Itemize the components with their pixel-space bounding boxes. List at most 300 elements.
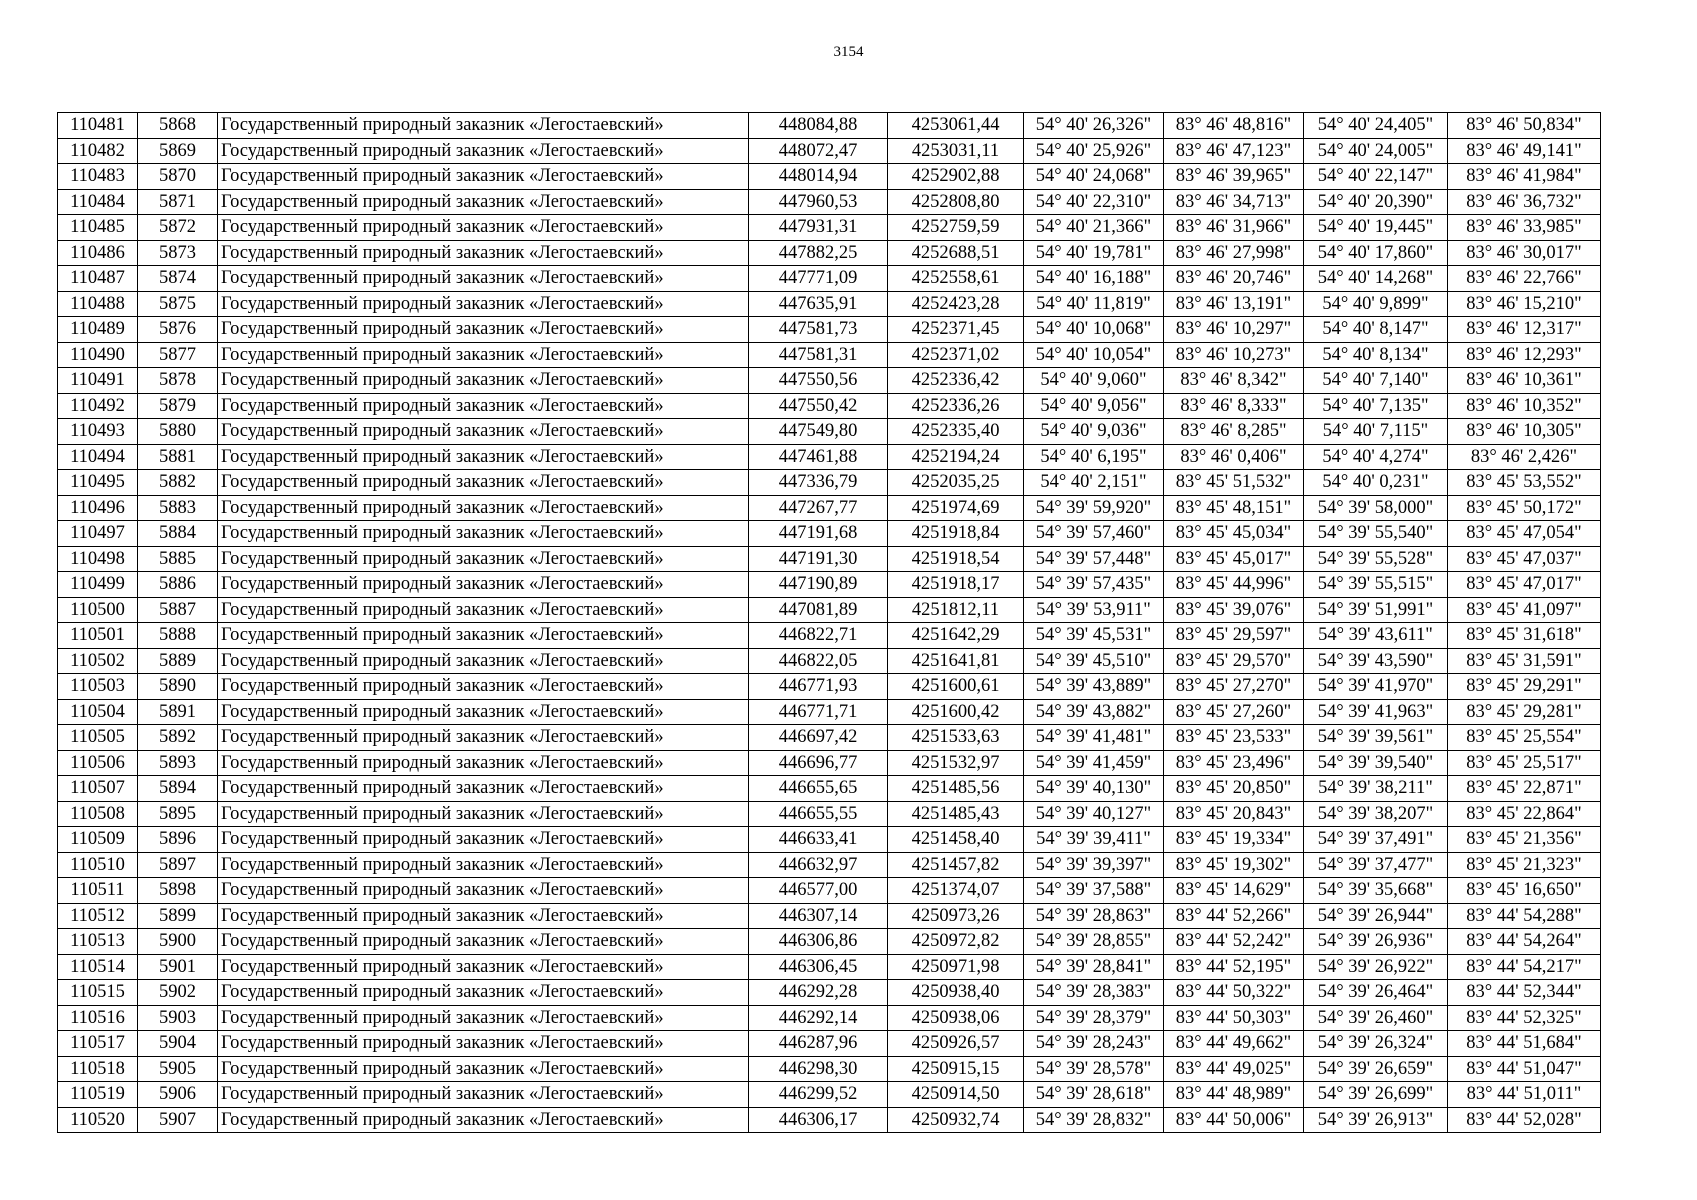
reserve-name-cell: Государственный природный заказник «Легостаевский» <box>218 291 749 317</box>
coord-y-cell: 4251458,40 <box>888 827 1024 853</box>
longitude-2-cell: 83° 46' 22,766" <box>1448 266 1601 292</box>
coord-x-cell: 447635,91 <box>749 291 888 317</box>
coord-y-cell: 4251532,97 <box>888 750 1024 776</box>
point-number-cell: 5886 <box>138 572 218 598</box>
latitude-2-cell: 54° 40' 22,147" <box>1304 164 1448 190</box>
longitude-1-cell: 83° 46' 31,966" <box>1164 215 1304 241</box>
reserve-name-cell: Государственный природный заказник «Легостаевский» <box>218 954 749 980</box>
reserve-name-cell: Государственный природный заказник «Легостаевский» <box>218 572 749 598</box>
latitude-2-cell: 54° 40' 24,405" <box>1304 113 1448 139</box>
latitude-1-cell: 54° 39' 45,510" <box>1024 648 1164 674</box>
table-row <box>58 801 1601 827</box>
latitude-2-cell: 54° 40' 0,231" <box>1304 470 1448 496</box>
table-row <box>58 699 1601 725</box>
reserve-name-cell: Государственный природный заказник «Легостаевский» <box>218 878 749 904</box>
longitude-1-cell: 83° 46' 47,123" <box>1164 138 1304 164</box>
latitude-2-cell: 54° 40' 7,140" <box>1304 368 1448 394</box>
row-id-cell: 110486 <box>58 240 138 266</box>
latitude-1-cell: 54° 39' 28,618" <box>1024 1082 1164 1108</box>
table-body <box>58 113 1601 1133</box>
point-number-cell: 5875 <box>138 291 218 317</box>
row-id-cell: 110500 <box>58 597 138 623</box>
coord-x-cell: 446822,71 <box>749 623 888 649</box>
coord-x-cell: 447550,42 <box>749 393 888 419</box>
coord-y-cell: 4250938,40 <box>888 980 1024 1006</box>
latitude-2-cell: 54° 39' 37,477" <box>1304 852 1448 878</box>
point-number-cell: 5898 <box>138 878 218 904</box>
reserve-name-cell: Государственный природный заказник «Легостаевский» <box>218 419 749 445</box>
longitude-1-cell: 83° 44' 48,989" <box>1164 1082 1304 1108</box>
latitude-2-cell: 54° 39' 26,699" <box>1304 1082 1448 1108</box>
row-id-cell: 110492 <box>58 393 138 419</box>
row-id-cell: 110491 <box>58 368 138 394</box>
latitude-2-cell: 54° 39' 51,991" <box>1304 597 1448 623</box>
table-row <box>58 750 1601 776</box>
reserve-name-cell: Государственный природный заказник «Легостаевский» <box>218 266 749 292</box>
point-number-cell: 5885 <box>138 546 218 572</box>
latitude-1-cell: 54° 40' 9,036" <box>1024 419 1164 445</box>
coord-y-cell: 4250926,57 <box>888 1031 1024 1057</box>
reserve-name-cell: Государственный природный заказник «Легостаевский» <box>218 1056 749 1082</box>
coord-x-cell: 446771,93 <box>749 674 888 700</box>
coord-x-cell: 447931,31 <box>749 215 888 241</box>
coord-y-cell: 4252688,51 <box>888 240 1024 266</box>
coord-y-cell: 4251918,54 <box>888 546 1024 572</box>
coord-x-cell: 447190,89 <box>749 572 888 598</box>
coord-x-cell: 446287,96 <box>749 1031 888 1057</box>
longitude-1-cell: 83° 45' 23,496" <box>1164 750 1304 776</box>
longitude-2-cell: 83° 44' 52,325" <box>1448 1005 1601 1031</box>
latitude-1-cell: 54° 40' 9,060" <box>1024 368 1164 394</box>
table-row <box>58 674 1601 700</box>
point-number-cell: 5892 <box>138 725 218 751</box>
longitude-1-cell: 83° 45' 29,570" <box>1164 648 1304 674</box>
longitude-1-cell: 83° 44' 52,195" <box>1164 954 1304 980</box>
latitude-1-cell: 54° 39' 28,578" <box>1024 1056 1164 1082</box>
coord-y-cell: 4253061,44 <box>888 113 1024 139</box>
coord-x-cell: 446306,17 <box>749 1107 888 1133</box>
longitude-2-cell: 83° 46' 12,293" <box>1448 342 1601 368</box>
coord-y-cell: 4250932,74 <box>888 1107 1024 1133</box>
longitude-2-cell: 83° 44' 54,264" <box>1448 929 1601 955</box>
point-number-cell: 5902 <box>138 980 218 1006</box>
row-id-cell: 110517 <box>58 1031 138 1057</box>
longitude-1-cell: 83° 44' 50,006" <box>1164 1107 1304 1133</box>
table-row <box>58 572 1601 598</box>
row-id-cell: 110519 <box>58 1082 138 1108</box>
point-number-cell: 5888 <box>138 623 218 649</box>
longitude-2-cell: 83° 44' 51,684" <box>1448 1031 1601 1057</box>
latitude-1-cell: 54° 40' 21,366" <box>1024 215 1164 241</box>
longitude-2-cell: 83° 45' 25,517" <box>1448 750 1601 776</box>
point-number-cell: 5877 <box>138 342 218 368</box>
latitude-2-cell: 54° 39' 26,460" <box>1304 1005 1448 1031</box>
coord-x-cell: 447581,73 <box>749 317 888 343</box>
coord-y-cell: 4252336,42 <box>888 368 1024 394</box>
point-number-cell: 5891 <box>138 699 218 725</box>
latitude-1-cell: 54° 39' 57,435" <box>1024 572 1164 598</box>
table-row <box>58 215 1601 241</box>
coord-x-cell: 446307,14 <box>749 903 888 929</box>
coord-x-cell: 447081,89 <box>749 597 888 623</box>
longitude-1-cell: 83° 44' 52,266" <box>1164 903 1304 929</box>
table-row <box>58 113 1601 139</box>
coord-x-cell: 446655,65 <box>749 776 888 802</box>
longitude-1-cell: 83° 45' 19,334" <box>1164 827 1304 853</box>
point-number-cell: 5868 <box>138 113 218 139</box>
longitude-2-cell: 83° 45' 21,323" <box>1448 852 1601 878</box>
longitude-1-cell: 83° 45' 14,629" <box>1164 878 1304 904</box>
latitude-2-cell: 54° 40' 7,135" <box>1304 393 1448 419</box>
latitude-2-cell: 54° 39' 39,540" <box>1304 750 1448 776</box>
row-id-cell: 110506 <box>58 750 138 776</box>
coord-y-cell: 4250914,50 <box>888 1082 1024 1108</box>
table-row <box>58 470 1601 496</box>
row-id-cell: 110496 <box>58 495 138 521</box>
point-number-cell: 5876 <box>138 317 218 343</box>
latitude-1-cell: 54° 40' 16,188" <box>1024 266 1164 292</box>
latitude-2-cell: 54° 39' 39,561" <box>1304 725 1448 751</box>
table-row <box>58 546 1601 572</box>
latitude-2-cell: 54° 39' 26,659" <box>1304 1056 1448 1082</box>
reserve-name-cell: Государственный природный заказник «Легостаевский» <box>218 368 749 394</box>
coord-x-cell: 446298,30 <box>749 1056 888 1082</box>
coord-y-cell: 4251374,07 <box>888 878 1024 904</box>
latitude-2-cell: 54° 40' 19,445" <box>1304 215 1448 241</box>
row-id-cell: 110505 <box>58 725 138 751</box>
longitude-2-cell: 83° 46' 41,984" <box>1448 164 1601 190</box>
latitude-1-cell: 54° 40' 11,819" <box>1024 291 1164 317</box>
longitude-1-cell: 83° 46' 48,816" <box>1164 113 1304 139</box>
table-row <box>58 138 1601 164</box>
longitude-1-cell: 83° 46' 20,746" <box>1164 266 1304 292</box>
row-id-cell: 110502 <box>58 648 138 674</box>
coord-y-cell: 4252808,80 <box>888 189 1024 215</box>
longitude-1-cell: 83° 45' 45,017" <box>1164 546 1304 572</box>
table-row <box>58 1107 1601 1133</box>
latitude-2-cell: 54° 39' 38,211" <box>1304 776 1448 802</box>
longitude-2-cell: 83° 45' 16,650" <box>1448 878 1601 904</box>
reserve-name-cell: Государственный природный заказник «Легостаевский» <box>218 776 749 802</box>
latitude-1-cell: 54° 40' 19,781" <box>1024 240 1164 266</box>
point-number-cell: 5894 <box>138 776 218 802</box>
point-number-cell: 5901 <box>138 954 218 980</box>
row-id-cell: 110511 <box>58 878 138 904</box>
latitude-1-cell: 54° 40' 25,926" <box>1024 138 1164 164</box>
point-number-cell: 5881 <box>138 444 218 470</box>
reserve-name-cell: Государственный природный заказник «Легостаевский» <box>218 1082 749 1108</box>
coord-x-cell: 446633,41 <box>749 827 888 853</box>
longitude-2-cell: 83° 44' 51,011" <box>1448 1082 1601 1108</box>
longitude-2-cell: 83° 46' 36,732" <box>1448 189 1601 215</box>
longitude-2-cell: 83° 45' 53,552" <box>1448 470 1601 496</box>
longitude-2-cell: 83° 45' 47,054" <box>1448 521 1601 547</box>
table-row <box>58 980 1601 1006</box>
reserve-name-cell: Государственный природный заказник «Легостаевский» <box>218 317 749 343</box>
row-id-cell: 110487 <box>58 266 138 292</box>
row-id-cell: 110508 <box>58 801 138 827</box>
table-row <box>58 903 1601 929</box>
latitude-2-cell: 54° 39' 26,922" <box>1304 954 1448 980</box>
longitude-1-cell: 83° 45' 27,260" <box>1164 699 1304 725</box>
coord-x-cell: 448072,47 <box>749 138 888 164</box>
coord-y-cell: 4252558,61 <box>888 266 1024 292</box>
latitude-2-cell: 54° 39' 55,528" <box>1304 546 1448 572</box>
reserve-name-cell: Государственный природный заказник «Легостаевский» <box>218 470 749 496</box>
reserve-name-cell: Государственный природный заказник «Легостаевский» <box>218 827 749 853</box>
latitude-1-cell: 54° 39' 37,588" <box>1024 878 1164 904</box>
latitude-2-cell: 54° 39' 37,491" <box>1304 827 1448 853</box>
latitude-1-cell: 54° 40' 9,056" <box>1024 393 1164 419</box>
latitude-2-cell: 54° 39' 26,464" <box>1304 980 1448 1006</box>
reserve-name-cell: Государственный природный заказник «Легостаевский» <box>218 393 749 419</box>
coord-y-cell: 4252194,24 <box>888 444 1024 470</box>
latitude-1-cell: 54° 40' 10,054" <box>1024 342 1164 368</box>
longitude-2-cell: 83° 45' 22,864" <box>1448 801 1601 827</box>
latitude-2-cell: 54° 39' 26,324" <box>1304 1031 1448 1057</box>
row-id-cell: 110514 <box>58 954 138 980</box>
coord-y-cell: 4251642,29 <box>888 623 1024 649</box>
reserve-name-cell: Государственный природный заказник «Легостаевский» <box>218 521 749 547</box>
coordinates-table <box>57 112 1601 1133</box>
coord-x-cell: 446292,14 <box>749 1005 888 1031</box>
latitude-1-cell: 54° 39' 28,243" <box>1024 1031 1164 1057</box>
table-row <box>58 1082 1601 1108</box>
coord-y-cell: 4251485,56 <box>888 776 1024 802</box>
coord-x-cell: 447461,88 <box>749 444 888 470</box>
table-row <box>58 1031 1601 1057</box>
row-id-cell: 110495 <box>58 470 138 496</box>
coord-x-cell: 447549,80 <box>749 419 888 445</box>
coord-x-cell: 446771,71 <box>749 699 888 725</box>
coord-y-cell: 4252759,59 <box>888 215 1024 241</box>
reserve-name-cell: Государственный природный заказник «Легостаевский» <box>218 164 749 190</box>
point-number-cell: 5903 <box>138 1005 218 1031</box>
longitude-1-cell: 83° 45' 39,076" <box>1164 597 1304 623</box>
latitude-1-cell: 54° 39' 57,448" <box>1024 546 1164 572</box>
latitude-2-cell: 54° 39' 55,515" <box>1304 572 1448 598</box>
latitude-2-cell: 54° 39' 43,611" <box>1304 623 1448 649</box>
reserve-name-cell: Государственный природный заказник «Легостаевский» <box>218 674 749 700</box>
latitude-1-cell: 54° 39' 28,855" <box>1024 929 1164 955</box>
longitude-2-cell: 83° 44' 51,047" <box>1448 1056 1601 1082</box>
table-row <box>58 827 1601 853</box>
latitude-1-cell: 54° 39' 53,911" <box>1024 597 1164 623</box>
latitude-2-cell: 54° 40' 20,390" <box>1304 189 1448 215</box>
latitude-1-cell: 54° 39' 28,832" <box>1024 1107 1164 1133</box>
point-number-cell: 5882 <box>138 470 218 496</box>
coord-y-cell: 4252336,26 <box>888 393 1024 419</box>
coord-y-cell: 4250938,06 <box>888 1005 1024 1031</box>
longitude-2-cell: 83° 44' 54,217" <box>1448 954 1601 980</box>
coord-x-cell: 446299,52 <box>749 1082 888 1108</box>
point-number-cell: 5869 <box>138 138 218 164</box>
point-number-cell: 5870 <box>138 164 218 190</box>
latitude-1-cell: 54° 39' 43,882" <box>1024 699 1164 725</box>
coord-y-cell: 4251533,63 <box>888 725 1024 751</box>
longitude-1-cell: 83° 44' 50,303" <box>1164 1005 1304 1031</box>
row-id-cell: 110493 <box>58 419 138 445</box>
reserve-name-cell: Государственный природный заказник «Легостаевский» <box>218 495 749 521</box>
point-number-cell: 5880 <box>138 419 218 445</box>
longitude-2-cell: 83° 45' 29,291" <box>1448 674 1601 700</box>
table-row <box>58 342 1601 368</box>
longitude-2-cell: 83° 45' 31,591" <box>1448 648 1601 674</box>
latitude-1-cell: 54° 39' 28,383" <box>1024 980 1164 1006</box>
longitude-2-cell: 83° 44' 52,344" <box>1448 980 1601 1006</box>
row-id-cell: 110490 <box>58 342 138 368</box>
latitude-1-cell: 54° 39' 39,397" <box>1024 852 1164 878</box>
longitude-2-cell: 83° 46' 2,426" <box>1448 444 1601 470</box>
longitude-1-cell: 83° 45' 29,597" <box>1164 623 1304 649</box>
latitude-2-cell: 54° 39' 26,944" <box>1304 903 1448 929</box>
coord-y-cell: 4252423,28 <box>888 291 1024 317</box>
point-number-cell: 5904 <box>138 1031 218 1057</box>
row-id-cell: 110483 <box>58 164 138 190</box>
longitude-2-cell: 83° 46' 30,017" <box>1448 240 1601 266</box>
latitude-2-cell: 54° 39' 55,540" <box>1304 521 1448 547</box>
coord-y-cell: 4251812,11 <box>888 597 1024 623</box>
point-number-cell: 5900 <box>138 929 218 955</box>
row-id-cell: 110482 <box>58 138 138 164</box>
point-number-cell: 5889 <box>138 648 218 674</box>
longitude-1-cell: 83° 45' 20,850" <box>1164 776 1304 802</box>
longitude-2-cell: 83° 44' 54,288" <box>1448 903 1601 929</box>
table-row <box>58 266 1601 292</box>
longitude-2-cell: 83° 46' 10,305" <box>1448 419 1601 445</box>
latitude-1-cell: 54° 40' 6,195" <box>1024 444 1164 470</box>
point-number-cell: 5874 <box>138 266 218 292</box>
table-row <box>58 317 1601 343</box>
coord-x-cell: 446306,45 <box>749 954 888 980</box>
coord-y-cell: 4252335,40 <box>888 419 1024 445</box>
coord-x-cell: 446696,77 <box>749 750 888 776</box>
row-id-cell: 110518 <box>58 1056 138 1082</box>
longitude-1-cell: 83° 44' 52,242" <box>1164 929 1304 955</box>
table-row <box>58 878 1601 904</box>
row-id-cell: 110498 <box>58 546 138 572</box>
coord-x-cell: 448014,94 <box>749 164 888 190</box>
row-id-cell: 110516 <box>58 1005 138 1031</box>
latitude-2-cell: 54° 39' 35,668" <box>1304 878 1448 904</box>
latitude-2-cell: 54° 39' 41,963" <box>1304 699 1448 725</box>
point-number-cell: 5883 <box>138 495 218 521</box>
longitude-2-cell: 83° 46' 15,210" <box>1448 291 1601 317</box>
coord-y-cell: 4252371,45 <box>888 317 1024 343</box>
row-id-cell: 110507 <box>58 776 138 802</box>
latitude-2-cell: 54° 40' 17,860" <box>1304 240 1448 266</box>
reserve-name-cell: Государственный природный заказник «Легостаевский» <box>218 801 749 827</box>
row-id-cell: 110515 <box>58 980 138 1006</box>
coord-y-cell: 4252035,25 <box>888 470 1024 496</box>
coord-y-cell: 4251641,81 <box>888 648 1024 674</box>
latitude-1-cell: 54° 39' 41,481" <box>1024 725 1164 751</box>
longitude-1-cell: 83° 46' 8,342" <box>1164 368 1304 394</box>
point-number-cell: 5896 <box>138 827 218 853</box>
latitude-2-cell: 54° 40' 4,274" <box>1304 444 1448 470</box>
latitude-1-cell: 54° 39' 28,841" <box>1024 954 1164 980</box>
point-number-cell: 5873 <box>138 240 218 266</box>
latitude-1-cell: 54° 39' 43,889" <box>1024 674 1164 700</box>
reserve-name-cell: Государственный природный заказник «Легостаевский» <box>218 750 749 776</box>
longitude-1-cell: 83° 46' 8,333" <box>1164 393 1304 419</box>
longitude-1-cell: 83° 45' 27,270" <box>1164 674 1304 700</box>
latitude-2-cell: 54° 39' 26,936" <box>1304 929 1448 955</box>
latitude-1-cell: 54° 40' 22,310" <box>1024 189 1164 215</box>
latitude-1-cell: 54° 40' 10,068" <box>1024 317 1164 343</box>
point-number-cell: 5897 <box>138 852 218 878</box>
table-row <box>58 725 1601 751</box>
table-row <box>58 189 1601 215</box>
longitude-1-cell: 83° 46' 0,406" <box>1164 444 1304 470</box>
coord-x-cell: 446822,05 <box>749 648 888 674</box>
coord-x-cell: 446655,55 <box>749 801 888 827</box>
coord-x-cell: 447191,68 <box>749 521 888 547</box>
reserve-name-cell: Государственный природный заказник «Легостаевский» <box>218 725 749 751</box>
coord-x-cell: 447960,53 <box>749 189 888 215</box>
row-id-cell: 110494 <box>58 444 138 470</box>
reserve-name-cell: Государственный природный заказник «Легостаевский» <box>218 1107 749 1133</box>
latitude-2-cell: 54° 40' 9,899" <box>1304 291 1448 317</box>
coord-y-cell: 4252902,88 <box>888 164 1024 190</box>
reserve-name-cell: Государственный природный заказник «Легостаевский» <box>218 929 749 955</box>
reserve-name-cell: Государственный природный заказник «Легостаевский» <box>218 1005 749 1031</box>
longitude-1-cell: 83° 44' 50,322" <box>1164 980 1304 1006</box>
row-id-cell: 110510 <box>58 852 138 878</box>
point-number-cell: 5878 <box>138 368 218 394</box>
coord-y-cell: 4251918,17 <box>888 572 1024 598</box>
latitude-1-cell: 54° 39' 57,460" <box>1024 521 1164 547</box>
latitude-1-cell: 54° 39' 41,459" <box>1024 750 1164 776</box>
longitude-2-cell: 83° 46' 50,834" <box>1448 113 1601 139</box>
coord-x-cell: 448084,88 <box>749 113 888 139</box>
coord-y-cell: 4251974,69 <box>888 495 1024 521</box>
latitude-2-cell: 54° 39' 58,000" <box>1304 495 1448 521</box>
latitude-1-cell: 54° 40' 2,151" <box>1024 470 1164 496</box>
reserve-name-cell: Государственный природный заказник «Легостаевский» <box>218 546 749 572</box>
reserve-name-cell: Государственный природный заказник «Легостаевский» <box>218 444 749 470</box>
longitude-1-cell: 83° 45' 19,302" <box>1164 852 1304 878</box>
coord-x-cell: 447550,56 <box>749 368 888 394</box>
point-number-cell: 5879 <box>138 393 218 419</box>
table-row <box>58 291 1601 317</box>
latitude-1-cell: 54° 39' 40,127" <box>1024 801 1164 827</box>
longitude-2-cell: 83° 44' 52,028" <box>1448 1107 1601 1133</box>
reserve-name-cell: Государственный природный заказник «Легостаевский» <box>218 240 749 266</box>
point-number-cell: 5893 <box>138 750 218 776</box>
coord-x-cell: 447267,77 <box>749 495 888 521</box>
point-number-cell: 5872 <box>138 215 218 241</box>
coord-y-cell: 4250973,26 <box>888 903 1024 929</box>
coord-x-cell: 447336,79 <box>749 470 888 496</box>
row-id-cell: 110509 <box>58 827 138 853</box>
longitude-1-cell: 83° 45' 45,034" <box>1164 521 1304 547</box>
table-row <box>58 597 1601 623</box>
point-number-cell: 5884 <box>138 521 218 547</box>
point-number-cell: 5887 <box>138 597 218 623</box>
row-id-cell: 110484 <box>58 189 138 215</box>
coord-x-cell: 446697,42 <box>749 725 888 751</box>
coord-y-cell: 4253031,11 <box>888 138 1024 164</box>
point-number-cell: 5905 <box>138 1056 218 1082</box>
table-row <box>58 393 1601 419</box>
table-row <box>58 368 1601 394</box>
table-row <box>58 1005 1601 1031</box>
latitude-2-cell: 54° 39' 26,913" <box>1304 1107 1448 1133</box>
reserve-name-cell: Государственный природный заказник «Легостаевский» <box>218 597 749 623</box>
reserve-name-cell: Государственный природный заказник «Легостаевский» <box>218 113 749 139</box>
longitude-2-cell: 83° 46' 12,317" <box>1448 317 1601 343</box>
